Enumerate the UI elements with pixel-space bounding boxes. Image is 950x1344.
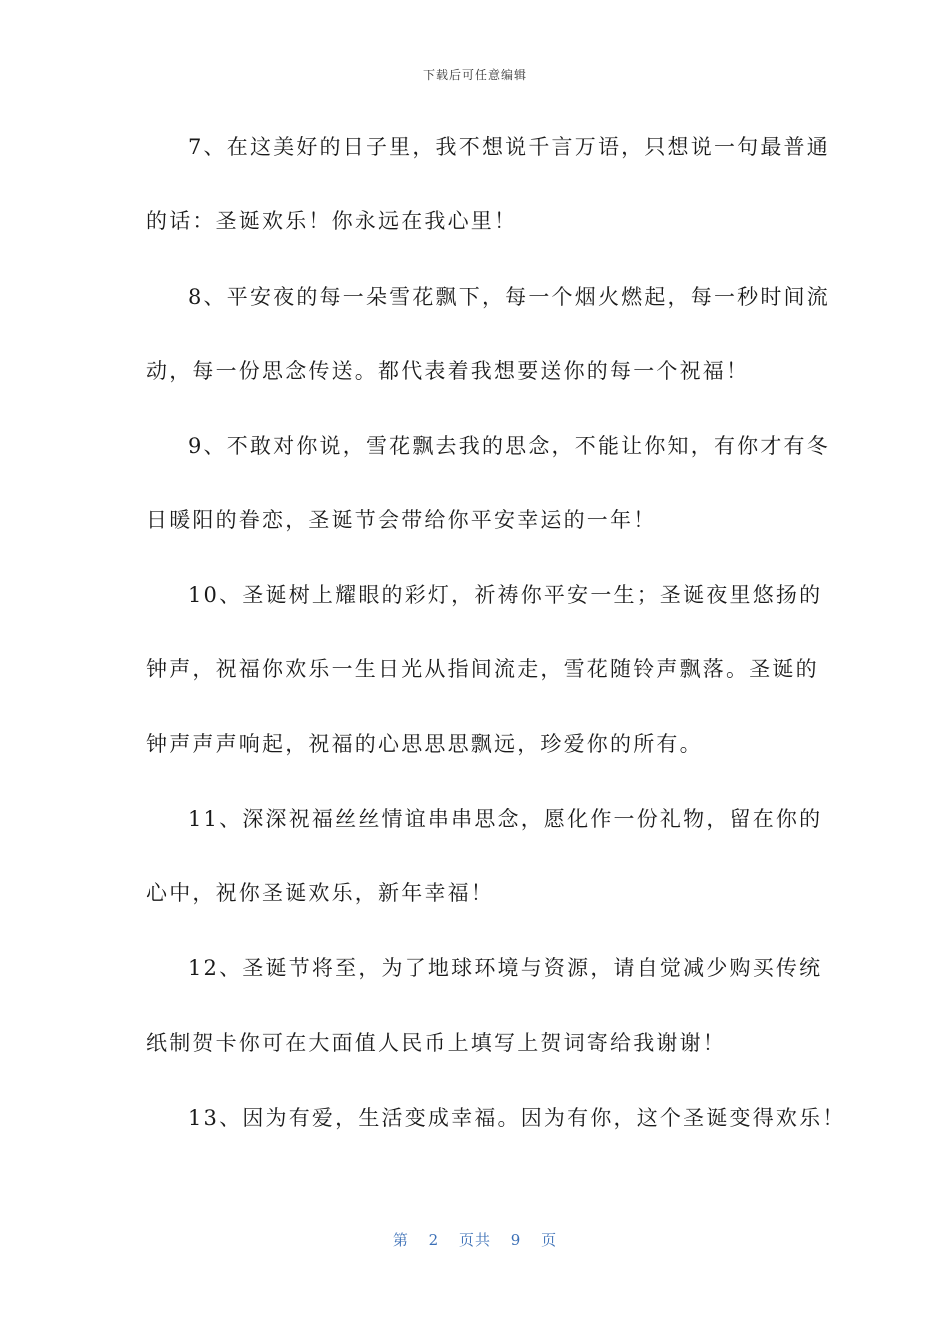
paragraph-line: 13、因为有爱，生活变成幸福。因为有你，这个圣诞变得欢乐！ <box>188 1106 846 1130</box>
page-footer <box>0 1229 950 1250</box>
paragraph-line: 日暖阳的眷恋，圣诞节会带给你平安幸运的一年！ <box>146 508 657 532</box>
paragraph-line: 钟声，祝福你欢乐一生日光从指间流走，雪花随铃声飘落。圣诞的 <box>146 657 819 681</box>
paragraph-line: 的话：圣诞欢乐！你永远在我心里！ <box>146 209 518 233</box>
header-note: 下载后可任意编辑 <box>422 68 527 82</box>
paragraph-line: 12、圣诞节将至，为了地球环境与资源，请自觉减少购买传统 <box>188 956 823 980</box>
paragraph-line: 心中，祝你圣诞欢乐，新年幸福！ <box>146 881 494 905</box>
paragraph-line: 7、在这美好的日子里，我不想说千言万语，只想说一句最普通 <box>188 135 830 159</box>
paragraph-line: 纸制贺卡你可在大面值人民币上填写上贺词寄给我谢谢！ <box>146 1031 726 1055</box>
page-number: 第 2 页共 9 页 <box>392 1231 558 1249</box>
paragraph-line: 8、平安夜的每一朵雪花飘下，每一个烟火燃起，每一秒时间流 <box>188 285 830 309</box>
paragraph-line: 动，每一份思念传送。都代表着我想要送你的每一个祝福！ <box>146 359 750 383</box>
paragraph-line: 10、圣诞树上耀眼的彩灯，祈祷你平安一生；圣诞夜里悠扬的 <box>188 583 823 607</box>
paragraph-line: 钟声声声响起，祝福的心思思思飘远，珍爱你的所有。 <box>146 732 703 756</box>
paragraph-line: 11、深深祝福丝丝情谊串串思念，愿化作一份礼物，留在你的 <box>188 807 823 831</box>
paragraph-line: 9、不敢对你说，雪花飘去我的思念，不能让你知，有你才有冬 <box>188 434 830 458</box>
